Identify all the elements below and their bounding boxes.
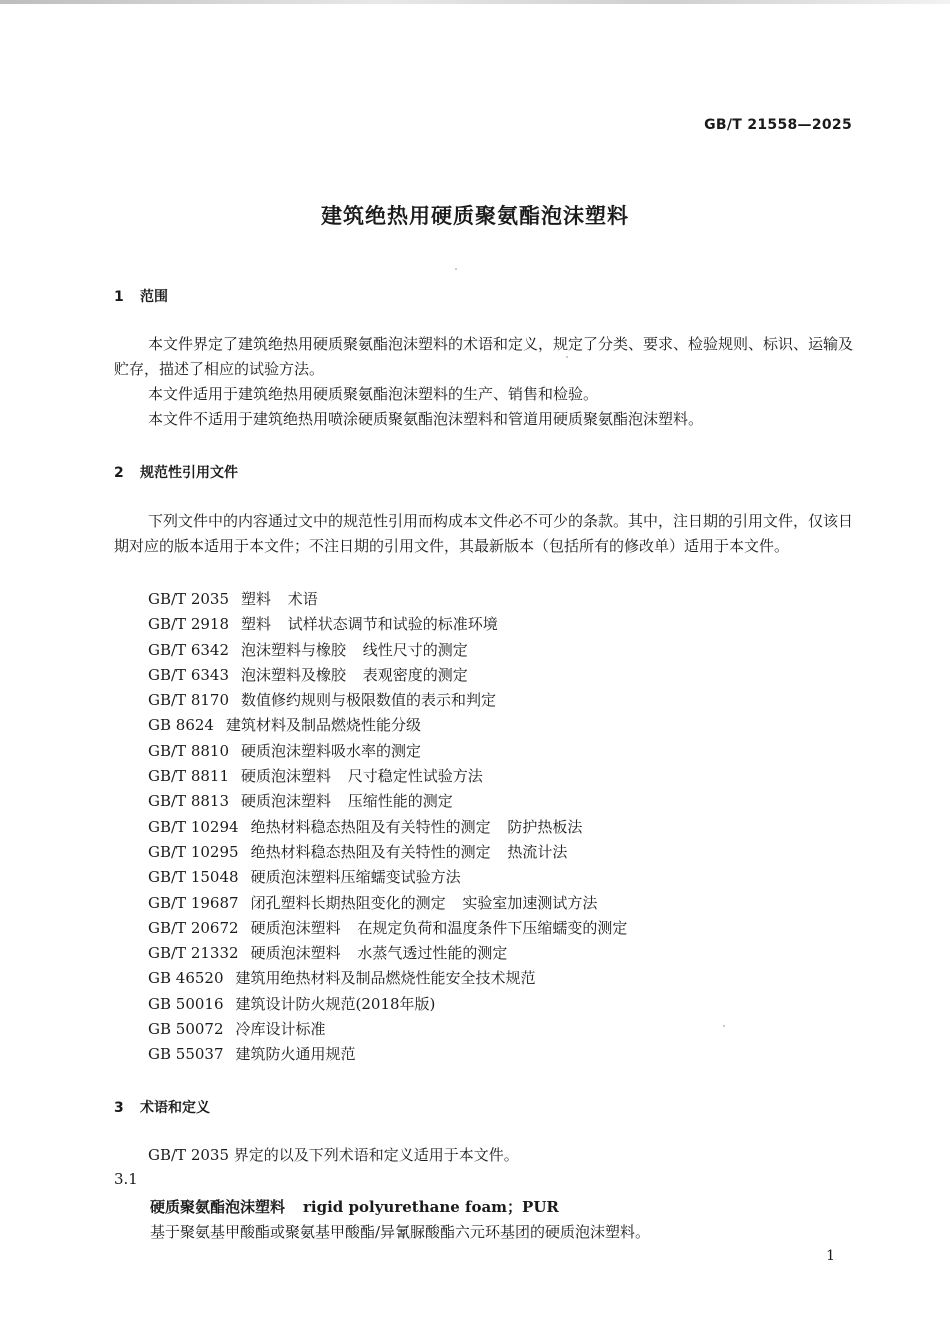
scope-paragraph-1: 本文件界定了建筑绝热用硬质聚氨酯泡沫塑料的术语和定义，规定了分类、要求、检验规则、标识、运输及贮存，描述了相应的试验方法。 bbox=[114, 335, 854, 378]
reference-code: GB/T 20672 bbox=[148, 918, 239, 937]
reference-item bbox=[148, 1042, 627, 1067]
reference-list bbox=[148, 587, 627, 1068]
term-number: 3.1 bbox=[114, 1170, 138, 1188]
reference-title: 硬质泡沫塑料吸水率的测定 bbox=[241, 741, 422, 760]
reference-code: GB 46520 bbox=[148, 969, 224, 988]
reference-title: 闭孔塑料长期热阻变化的测定 实验室加速测试方法 bbox=[250, 893, 598, 912]
references-intro: 下列文件中的内容通过文中的规范性引用而构成本文件必不可少的条款。其中，注日期的引用文件，仅该日期对应的版本适用于本文件；不注日期的引用文件，其最新版本（包括所有的修改单）适用于本文件。 bbox=[114, 512, 854, 555]
page-number: 1 bbox=[826, 1248, 835, 1264]
reference-item bbox=[148, 789, 627, 814]
reference-code: GB 8624 bbox=[148, 716, 214, 735]
reference-item bbox=[148, 764, 627, 789]
reference-code: GB/T 2035 bbox=[148, 590, 230, 608]
reference-code: GB/T 10295 bbox=[148, 842, 239, 861]
reference-code: GB/T 8170 bbox=[148, 691, 230, 710]
scan-speck bbox=[566, 356, 568, 358]
reference-title: 建筑防火通用规范 bbox=[235, 1045, 356, 1064]
reference-code: GB/T 6342 bbox=[148, 640, 230, 659]
reference-title: 建筑设计防火规范(2018年版) bbox=[235, 994, 436, 1013]
reference-item bbox=[148, 966, 627, 991]
standard-code: GB/T 21558—2025 bbox=[704, 117, 852, 133]
scan-speck bbox=[723, 1025, 725, 1027]
section-2-heading bbox=[114, 462, 238, 482]
reference-code: GB/T 21332 bbox=[148, 944, 239, 963]
terms-intro: GB/T 2035 界定的以及下列术语和定义适用于本文件。 bbox=[148, 1146, 519, 1164]
reference-title: 硬质泡沫塑料 压缩性能的测定 bbox=[241, 792, 453, 811]
section-1-heading bbox=[114, 286, 168, 306]
term-definition: 基于聚氨基甲酸酯或聚氨基甲酸酯/异氰脲酸酯六元环基团的硬质泡沫塑料。 bbox=[150, 1223, 651, 1241]
reference-item bbox=[148, 891, 627, 916]
reference-title: 泡沫塑料及橡胶 表观密度的测定 bbox=[241, 665, 468, 684]
reference-code: GB 55037 bbox=[148, 1045, 224, 1064]
reference-title: 数值修约规则与极限数值的表示和判定 bbox=[241, 691, 497, 710]
section-number: 3 bbox=[114, 1100, 124, 1116]
reference-code: GB/T 10294 bbox=[148, 817, 239, 836]
reference-title: 冷库设计标准 bbox=[235, 1020, 326, 1039]
reference-item bbox=[148, 1017, 627, 1042]
scope-paragraph-2: 本文件适用于建筑绝热用硬质聚氨酯泡沫塑料的生产、销售和检验。 bbox=[148, 385, 599, 403]
reference-item bbox=[148, 992, 627, 1017]
reference-item bbox=[148, 941, 627, 966]
reference-title: 建筑材料及制品燃烧性能分级 bbox=[225, 716, 421, 735]
term-entry bbox=[150, 1196, 559, 1217]
reference-item bbox=[148, 739, 627, 764]
reference-code: GB/T 6343 bbox=[148, 665, 230, 684]
reference-code: GB 50016 bbox=[148, 994, 224, 1013]
section-title: 术语和定义 bbox=[140, 1100, 210, 1116]
reference-code: GB/T 8811 bbox=[148, 767, 230, 786]
section-title: 范围 bbox=[140, 289, 168, 305]
reference-title: 绝热材料稳态热阻及有关特性的测定 防护热板法 bbox=[250, 817, 583, 836]
reference-title: 硬质泡沫塑料 在规定负荷和温度条件下压缩蠕变的测定 bbox=[250, 918, 628, 937]
scan-edge bbox=[0, 0, 950, 4]
reference-item bbox=[148, 587, 627, 612]
term-chinese: 硬质聚氨酯泡沫塑料 bbox=[150, 1198, 286, 1216]
reference-code: GB/T 8810 bbox=[148, 741, 230, 760]
reference-title: 硬质泡沫塑料压缩蠕变试验方法 bbox=[250, 868, 461, 887]
reference-title: 硬质泡沫塑料 水蒸气透过性能的测定 bbox=[250, 944, 508, 963]
reference-item bbox=[148, 688, 627, 713]
reference-item bbox=[148, 815, 627, 840]
reference-title: 泡沫塑料与橡胶 线性尺寸的测定 bbox=[241, 640, 468, 659]
reference-code: GB/T 15048 bbox=[148, 868, 239, 887]
reference-title: 塑料 试样状态调节和试验的标准环境 bbox=[241, 615, 498, 634]
reference-item bbox=[148, 840, 627, 865]
reference-item bbox=[148, 713, 627, 738]
reference-item bbox=[148, 663, 627, 688]
reference-item bbox=[148, 612, 627, 637]
reference-code: GB/T 2918 bbox=[148, 615, 230, 634]
reference-title: 建筑用绝热材料及制品燃烧性能安全技术规范 bbox=[235, 969, 536, 988]
section-number: 2 bbox=[114, 465, 124, 481]
reference-title: 塑料 术语 bbox=[241, 590, 318, 608]
term-english: rigid polyurethane foam；PUR bbox=[303, 1198, 559, 1216]
section-3-heading bbox=[114, 1097, 210, 1117]
reference-title: 硬质泡沫塑料 尺寸稳定性试验方法 bbox=[241, 767, 483, 786]
document-title: 建筑绝热用硬质聚氨酯泡沫塑料 bbox=[321, 204, 629, 228]
reference-code: GB 50072 bbox=[148, 1020, 224, 1039]
reference-code: GB/T 8813 bbox=[148, 792, 230, 811]
reference-item bbox=[148, 638, 627, 663]
reference-code: GB/T 19687 bbox=[148, 893, 239, 912]
reference-title: 绝热材料稳态热阻及有关特性的测定 热流计法 bbox=[250, 842, 568, 861]
scan-speck bbox=[455, 268, 457, 270]
reference-item bbox=[148, 916, 627, 941]
section-title: 规范性引用文件 bbox=[140, 465, 238, 481]
section-number: 1 bbox=[114, 289, 124, 305]
scope-paragraph-3: 本文件不适用于建筑绝热用喷涂硬质聚氨酯泡沫塑料和管道用硬质聚氨酯泡沫塑料。 bbox=[148, 410, 704, 428]
reference-item bbox=[148, 865, 627, 890]
